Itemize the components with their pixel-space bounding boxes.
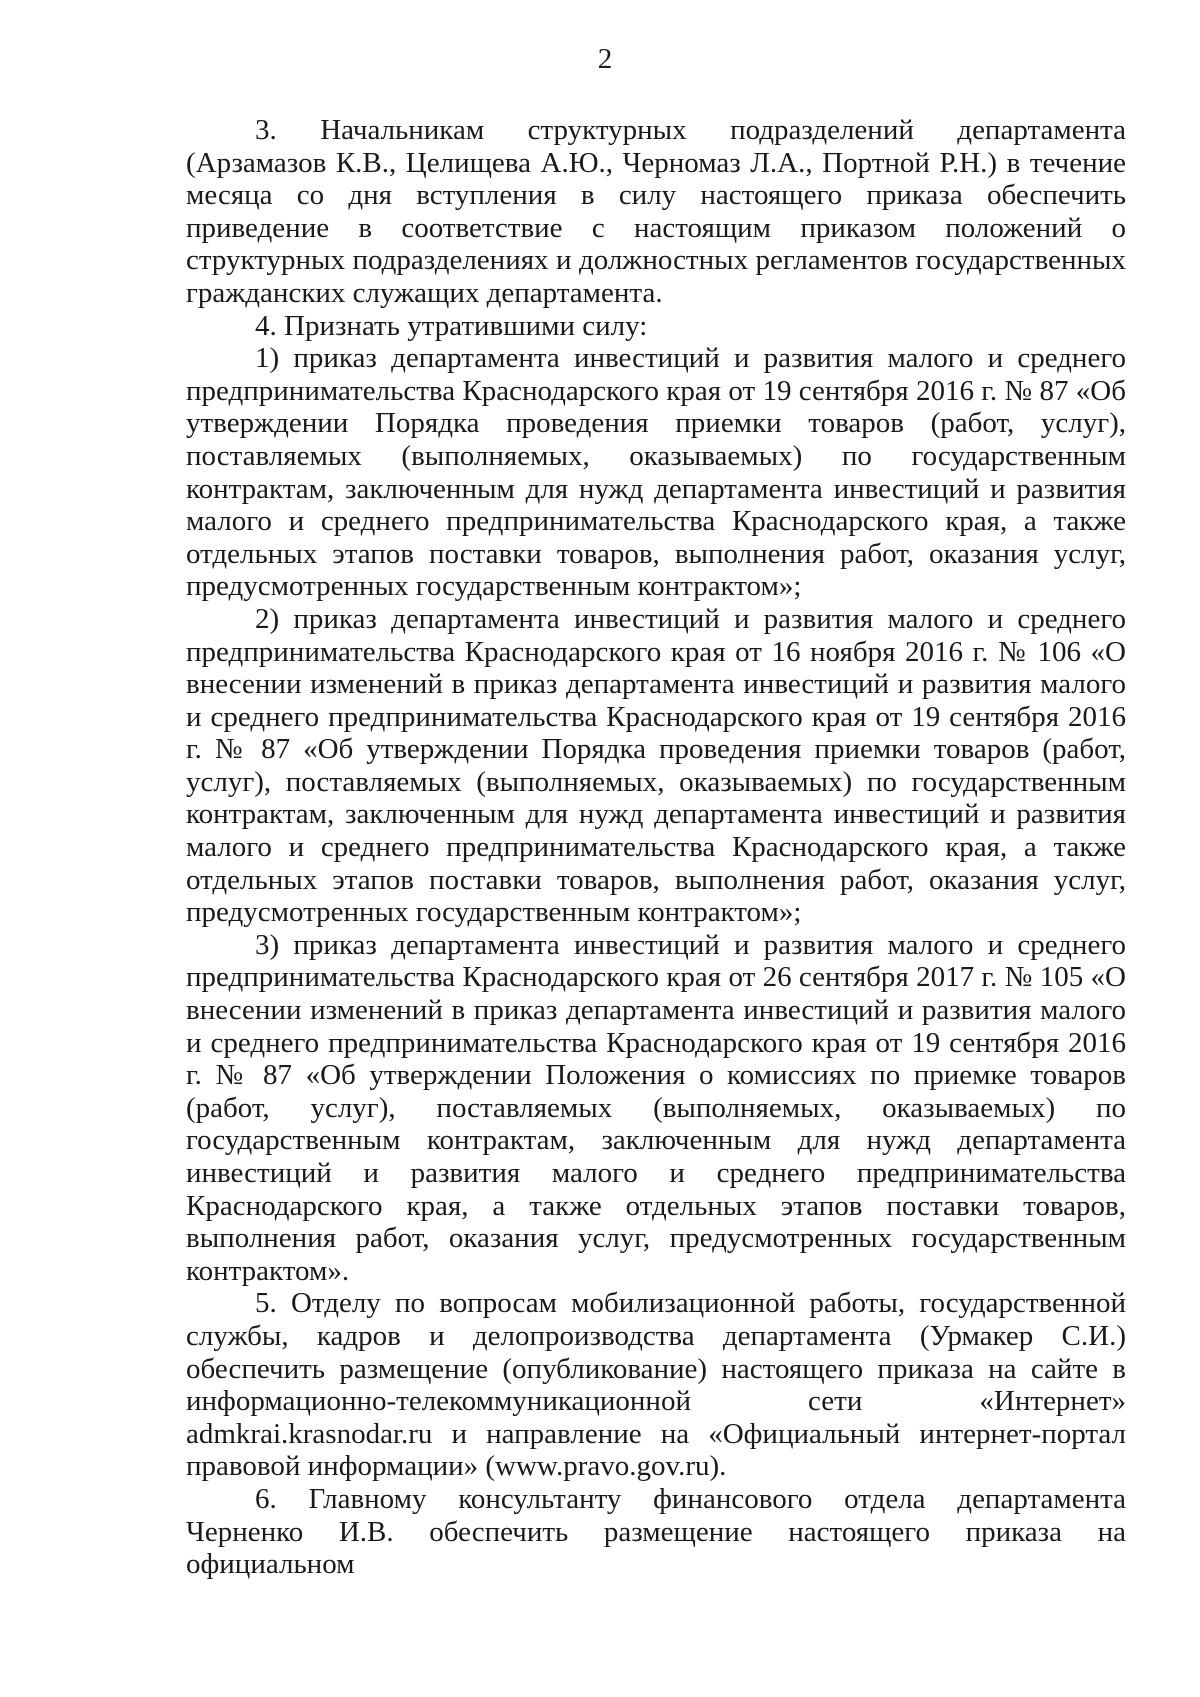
page-number: 2 xyxy=(597,43,613,75)
paragraph-item-4: 4. Признать утратившими силу: xyxy=(255,309,648,342)
paragraph-item-3: 3. Начальникам структурных подразделений департамента (Арзамазов К.В., Целищева А.Ю., Черномаз Л.А., Портной Р.Н.) в течение месяца со дня вступления в силу настоящего приказа обеспечить приведение в соответствие с настоящим приказом положений о структурных подразделениях и должностных регламентов государственных гражданских служащих департамента. xyxy=(186,114,1126,309)
paragraph-subitem-4-3: 3) приказ департамента инвестиций и развития малого и среднего предпринимательства Краснодарского края от 26 сентября 2017 г. № 105 «О внесении изменений в приказ департамента инвестиций и развития малого и среднего предпринимательства Краснодарского края от 19 сентября 2016 г. № 87 «Об утверждении Положения о комиссиях по приемке товаров (работ, услуг), поставляемых (выполняемых, оказываемых) по государственным контрактам, заключенным для нужд департамента инвестиций и развития малого и среднего предпринимательства Краснодарского края, а также отдельных этапов поставки товаров, выполнения работ, оказания услуг, предусмотренных государственным контрактом». xyxy=(186,928,1126,1287)
paragraph-item-5: 5. Отделу по вопросам мобилизационной работы, государственной службы, кадров и делопроизводства департамента (Урмакер С.И.) обеспечить размещение (опубликование) настоящего приказа на сайте в информационно-телекоммуникационной сети «Интернет» admkrai.krasnodar.ru и направление на «Официальный интернет-портал правовой информации» (www.pravo.gov.ru). xyxy=(186,1287,1126,1483)
paragraph-subitem-4-1: 1) приказ департамента инвестиций и развития малого и среднего предпринимательства Краснодарского края от 19 сентября 2016 г. № 87 «Об утверждении Порядка проведения приемки товаров (работ, услуг), поставляемых (выполняемых, оказываемых) по государственным контрактам, заключенным для нужд департамента инвестиций и развития малого и среднего предпринимательства Краснодарского края, а также отдельных этапов поставки товаров, выполнения работ, оказания услуг, предусмотренных государственным контрактом»; xyxy=(186,342,1126,603)
paragraph-item-6: 6. Главному консультанту финансового отдела департамента Черненко И.В. обеспечить размещение настоящего приказа на официальном xyxy=(186,1482,1126,1581)
document-body xyxy=(186,114,1126,1581)
paragraph-subitem-4-2: 2) приказ департамента инвестиций и развития малого и среднего предпринимательства Краснодарского края от 16 ноября 2016 г. № 106 «О внесении изменений в приказ департамента инвестиций и развития малого и среднего предпринимательства Краснодарского края от 19 сентября 2016 г. № 87 «Об утверждении Порядка проведения приемки товаров (работ, услуг), поставляемых (выполняемых, оказываемых) по государственным контрактам, заключенным для нужд департамента инвестиций и развития малого и среднего предпринимательства Краснодарского края, а также отдельных этапов поставки товаров, выполнения работ, оказания услуг, предусмотренных государственным контрактом»; xyxy=(186,602,1126,929)
